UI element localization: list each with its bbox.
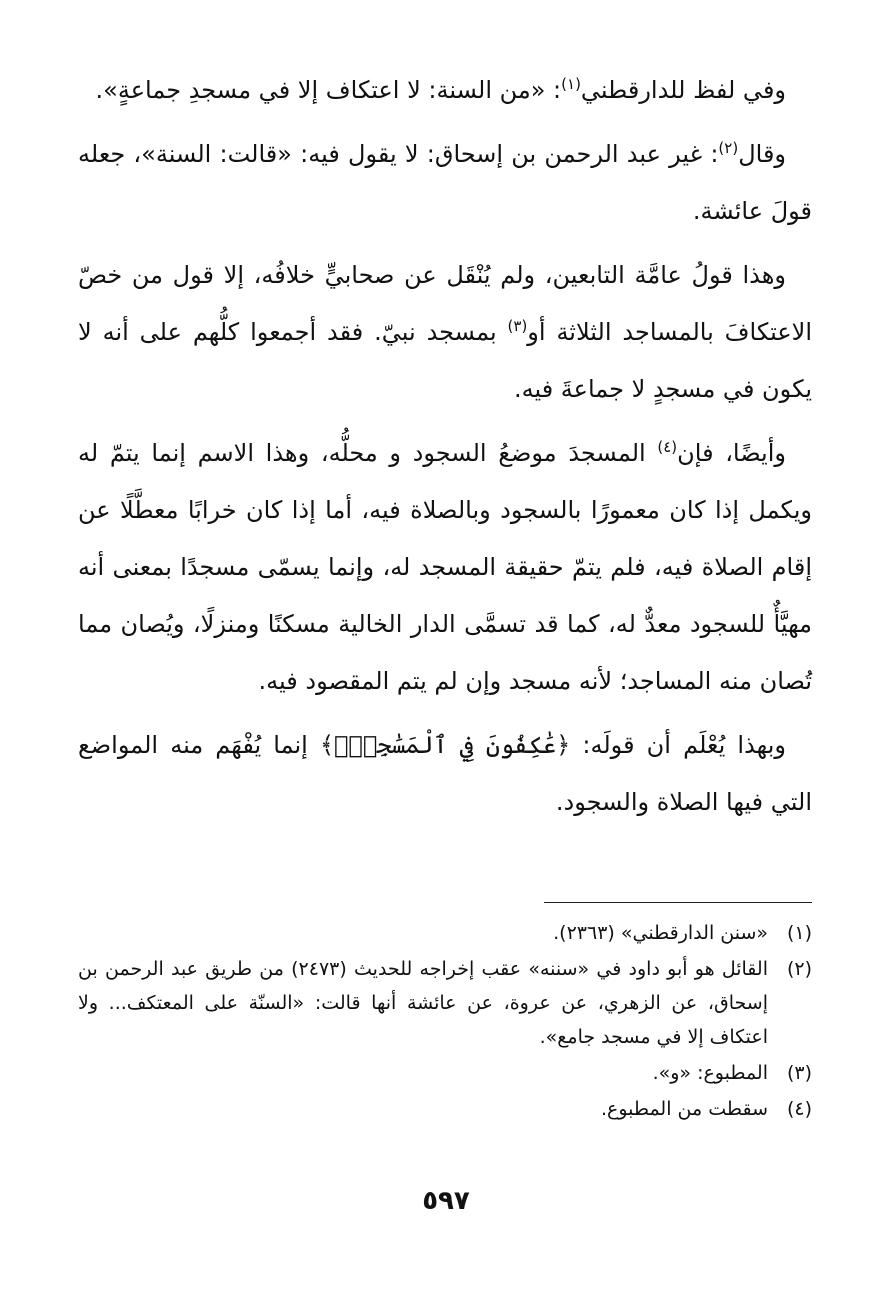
paragraph-4	[78, 425, 812, 710]
footnotes	[78, 916, 812, 1128]
footnote-ref[interactable]: (١)	[561, 75, 581, 93]
footnote-text: سقطت من المطبوع.	[600, 1098, 768, 1120]
footnote-number: (٢)	[786, 958, 812, 980]
paragraph-2	[78, 126, 812, 240]
footnote-item	[78, 916, 812, 950]
footnote-number: (٤)	[786, 1098, 812, 1120]
footnote-item	[78, 1092, 812, 1126]
footnote-ref[interactable]: (٢)	[718, 139, 739, 157]
footnote-text: المطبوع: «و».	[652, 1062, 768, 1084]
footnote-ref[interactable]: (٣)	[507, 317, 528, 335]
paragraph-text: وبهذا يُعْلَم أن قولَه:	[570, 731, 787, 759]
footnote-divider	[544, 902, 812, 903]
footnote-text: القائل هو أبو داود في «سننه» عقب إخراجه للحديث (٢٤٧٣) من طريق عبد الرحمن بن إسحاق، عن الزهري، عن عروة، عن عائشة أنها قالت: «السنّة على المعتكف... ولا اعتكاف إلا في مسجد جامع».	[78, 958, 768, 1048]
paragraph-text: وفي لفظ للدارقطني	[580, 76, 786, 104]
paragraph-5	[78, 717, 812, 831]
paragraph-text: إنما يُفْهَم منه المواضع التي فيها الصلاة والسجود.	[78, 731, 812, 816]
paragraph-text: وأيضًا، فإن	[677, 439, 786, 467]
paragraph-text: وهذا قولُ عامَّة التابعين، ولم يُنْقَل عن صحابيٍّ خلافُه، إلا قول من خصّ الاعتكافَ بالمساجد الثلاثة أو	[78, 261, 813, 346]
footnote-item	[78, 1056, 812, 1090]
paragraph-3	[78, 247, 812, 418]
paragraph-text: المسجدَ موضعُ السجود و محلُّه، وهذا الاسم إنما يتمّ له ويكمل إذا كان معمورًا بالسجود وبالصلاة فيه، أما إذا كان خرابًا معطَّلًا عن إقام الصلاة فيه، فلم يتمّ حقيقة المسجد له، وإنما يسمّى مسجدًا بمعنى أنه مهيَّأٌ للسجود معدٌّ له، كما قد تسمَّى الدار الخالية مسكنًا ومنزلًا، ويُصان مما تُصان منه المساجد؛ لأنه مسجد وإن لم يتم المقصود فيه.	[78, 439, 812, 695]
main-text	[78, 62, 812, 838]
paragraph-1	[78, 62, 812, 119]
page-number: ٥٩٧	[422, 1186, 470, 1216]
footnote-ref[interactable]: (٤)	[657, 438, 678, 456]
quran-verse: ﴿عَٰكِفُونَ فِي ٱلْمَسَٰجِدِۗ﴾	[319, 731, 571, 759]
footnote-number: (١)	[786, 922, 812, 944]
paragraph-text: : «من السنة: لا اعتكاف إلا في مسجدِ جماعةٍ».	[95, 76, 562, 104]
footnote-item	[78, 952, 812, 1054]
paragraph-text: : غير عبد الرحمن بن إسحاق: لا يقول فيه: «قالت: السنة»، جعله قولَ عائشة.	[78, 140, 812, 225]
footnote-text: «سنن الدارقطني» (٢٣٦٣).	[553, 922, 768, 944]
footnote-number: (٣)	[786, 1062, 812, 1084]
paragraph-text: بمسجد نبيّ. فقد أجمعوا كلُّهم على أنه لا يكون في مسجدٍ لا جماعةَ فيه.	[78, 318, 812, 403]
paragraph-text: وقال	[738, 140, 786, 168]
